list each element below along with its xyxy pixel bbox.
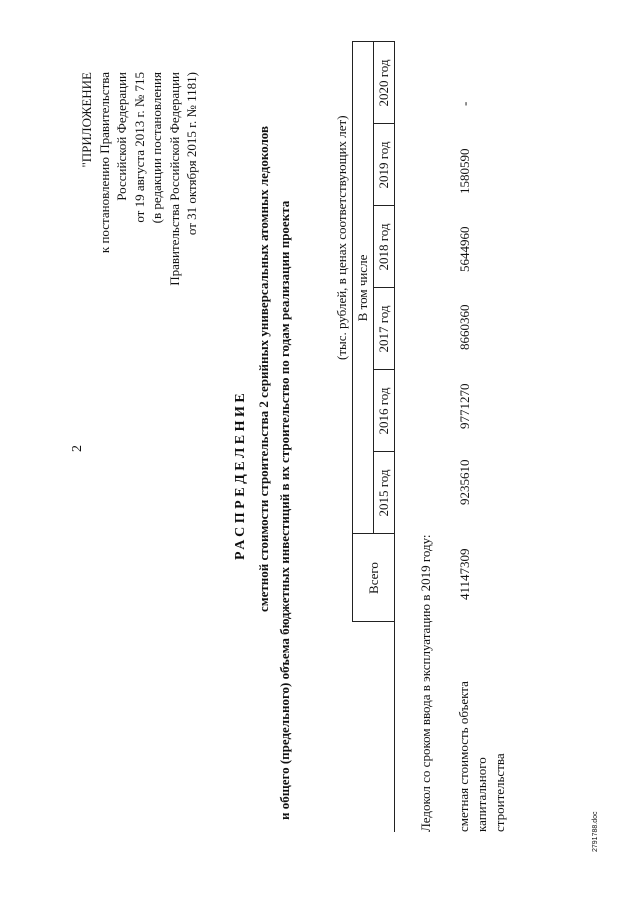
header-year-2017: 2017 год: [374, 288, 395, 370]
document-title: РАСПРЕДЕЛЕНИЕ: [233, 389, 248, 560]
row-cost-label: капитального: [474, 757, 489, 832]
value-2019: 1580590: [457, 148, 472, 194]
appendix-line: Российской Федерации: [114, 72, 129, 201]
value-2015: 9235610: [457, 459, 472, 505]
value-2017: 8660360: [457, 304, 472, 350]
units-note: (тыс. рублей, в ценах соответствующих лет): [334, 115, 349, 360]
header-total: Всего: [353, 534, 395, 622]
row-cost-label: сметная стоимость объекта: [456, 681, 471, 832]
header-year-2020: 2020 год: [374, 42, 395, 124]
header-year-2016: 2016 год: [374, 370, 395, 452]
header-year-2018: 2018 год: [374, 206, 395, 288]
table-header: [352, 42, 398, 832]
appendix-line: Правительства Российской Федерации: [166, 72, 182, 286]
table-corner: [353, 622, 395, 832]
row-cost-label: строительства: [492, 753, 507, 832]
appendix-block: [78, 72, 201, 372]
appendix-line: к постановлению Правительства: [96, 72, 112, 254]
appendix-line: "ПРИЛОЖЕНИЕ: [79, 72, 94, 168]
header-year-2015: 2015 год: [374, 452, 395, 534]
footer-file-code: 2791788.doc: [592, 811, 599, 852]
document-subtitle-line-2: и общего (предельного) объема бюджетных инвестиций в их строительство по годам реализации проекта: [277, 200, 292, 820]
document-subtitle-line-1: сметной стоимости строительства 2 серийных универсальных атомных ледоколов: [256, 126, 271, 612]
page-number: 2: [70, 445, 85, 452]
value-2020: -: [457, 101, 472, 106]
value-total: 41147309: [457, 548, 472, 600]
header-including: В том числе: [353, 42, 374, 534]
value-2018: 5644960: [457, 226, 472, 272]
row-icebreaker-label: Ледокол со сроком ввода в эксплуатацию в 2019 году:: [418, 534, 433, 832]
value-2016: 9771270: [457, 383, 472, 429]
header-year-2019: 2019 год: [374, 124, 395, 206]
appendix-line: от 31 октября 2015 г. № 1181): [184, 72, 199, 236]
appendix-line: от 19 августа 2013 г. № 715: [131, 72, 147, 223]
appendix-line: (в редакции постановления: [149, 72, 164, 224]
